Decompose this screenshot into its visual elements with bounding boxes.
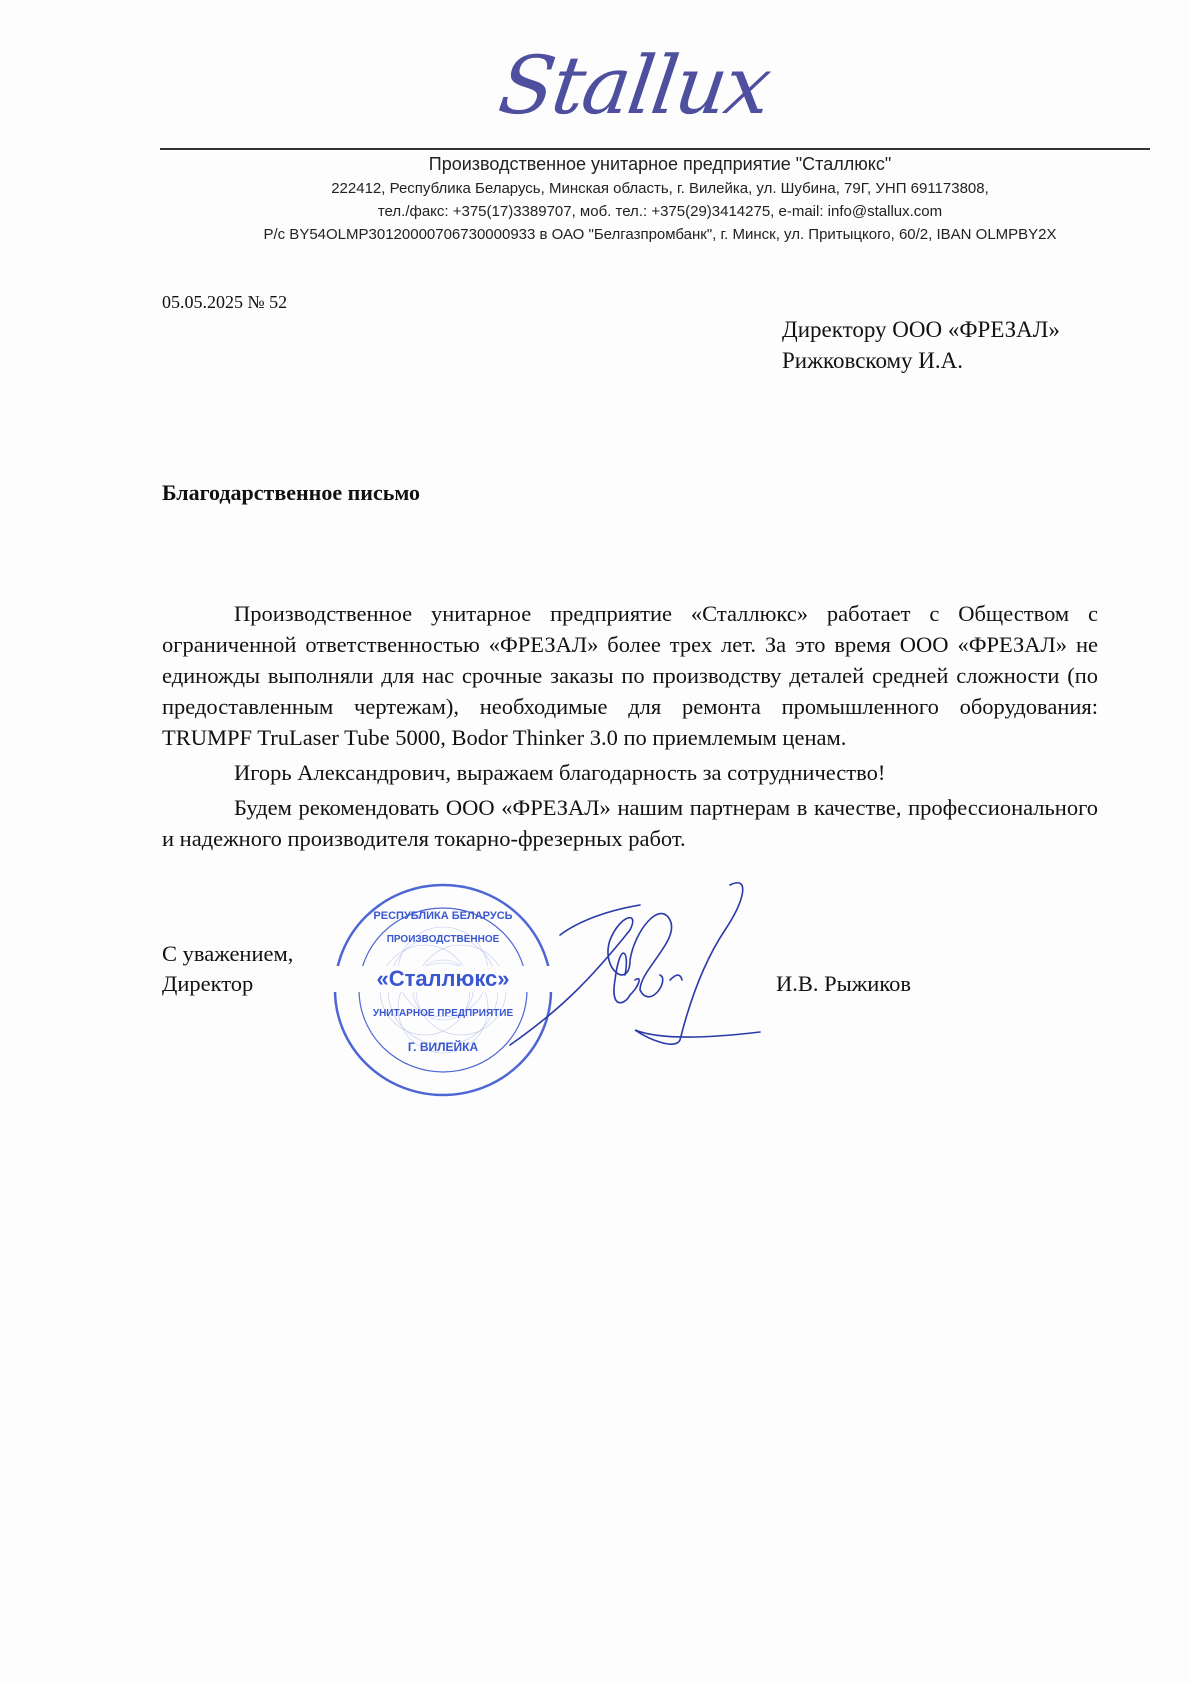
addressee-line1: Директору ООО «ФРЕЗАЛ» — [782, 317, 1060, 342]
signer-position: Директор — [162, 971, 254, 996]
company-logo: Stallux — [493, 39, 776, 132]
paragraph: Игорь Александрович, выражаем благодарность за сотрудничество! — [234, 760, 886, 785]
date-number: 05.05.2025 № 52 — [162, 292, 288, 312]
header-divider — [160, 148, 1150, 150]
stamp-outer-text: РЕСПУБЛИКА БЕЛАРУСЬ — [373, 910, 513, 922]
paragraph: Производственное унитарное предприятие «Сталлюкс» работает с Обществом с ограниченной ответственностью «ФРЕЗАЛ» более трех лет. За это время ООО «ФРЕЗАЛ» не единожды выполняли для нас срочные заказы по производству деталей средней сложности (по предоставленным чертежам), необходимые для ремонта промышленного оборудования: TRUMPF TruLaser Tube 5000, Bodor Thinker 3.0 по приемлемым ценам. — [162, 601, 1098, 750]
company-bank: Р/с BY54OLMP30120000706730000933 в ОАО "Белгазпромбанк", г. Минск, ул. Притыцкого, 60/2, IBAN OLMPBY2X — [263, 226, 1057, 243]
handwritten-signature — [480, 880, 770, 1055]
letter-title: Благодарственное письмо — [162, 480, 421, 505]
letter-body — [162, 598, 1098, 854]
signer-name: И.В. Рыжиков — [776, 971, 912, 996]
addressee-line2: Рижковскому И.А. — [782, 348, 964, 373]
company-address: 222412, Республика Беларусь, Минская область, г. Вилейка, ул. Шубина, 79Г, УНП 691173808, — [331, 180, 989, 197]
stamp-inner-bottom: УНИТАРНОЕ ПРЕДПРИЯТИЕ — [372, 1008, 514, 1019]
company-contacts: тел./факс: +375(17)3389707, моб. тел.: +375(29)3414275, e-mail: info@stallux.com — [377, 203, 943, 220]
stamp-inner-top: ПРОИЗВОДСТВЕННОЕ — [386, 934, 500, 945]
regards: С уважением, — [162, 941, 294, 966]
stamp-center-text: «Сталлюкс» — [330, 966, 556, 992]
company-name: Производственное унитарное предприятие "Сталлюкс" — [428, 154, 892, 174]
stamp-outer-bottom: Г. ВИЛЕЙКА — [407, 1040, 479, 1054]
paragraph: Будем рекомендовать ООО «ФРЕЗАЛ» нашим партнерам в качестве, профессионального и надежного производителя токарно-фрезерных работ. — [162, 795, 1098, 851]
